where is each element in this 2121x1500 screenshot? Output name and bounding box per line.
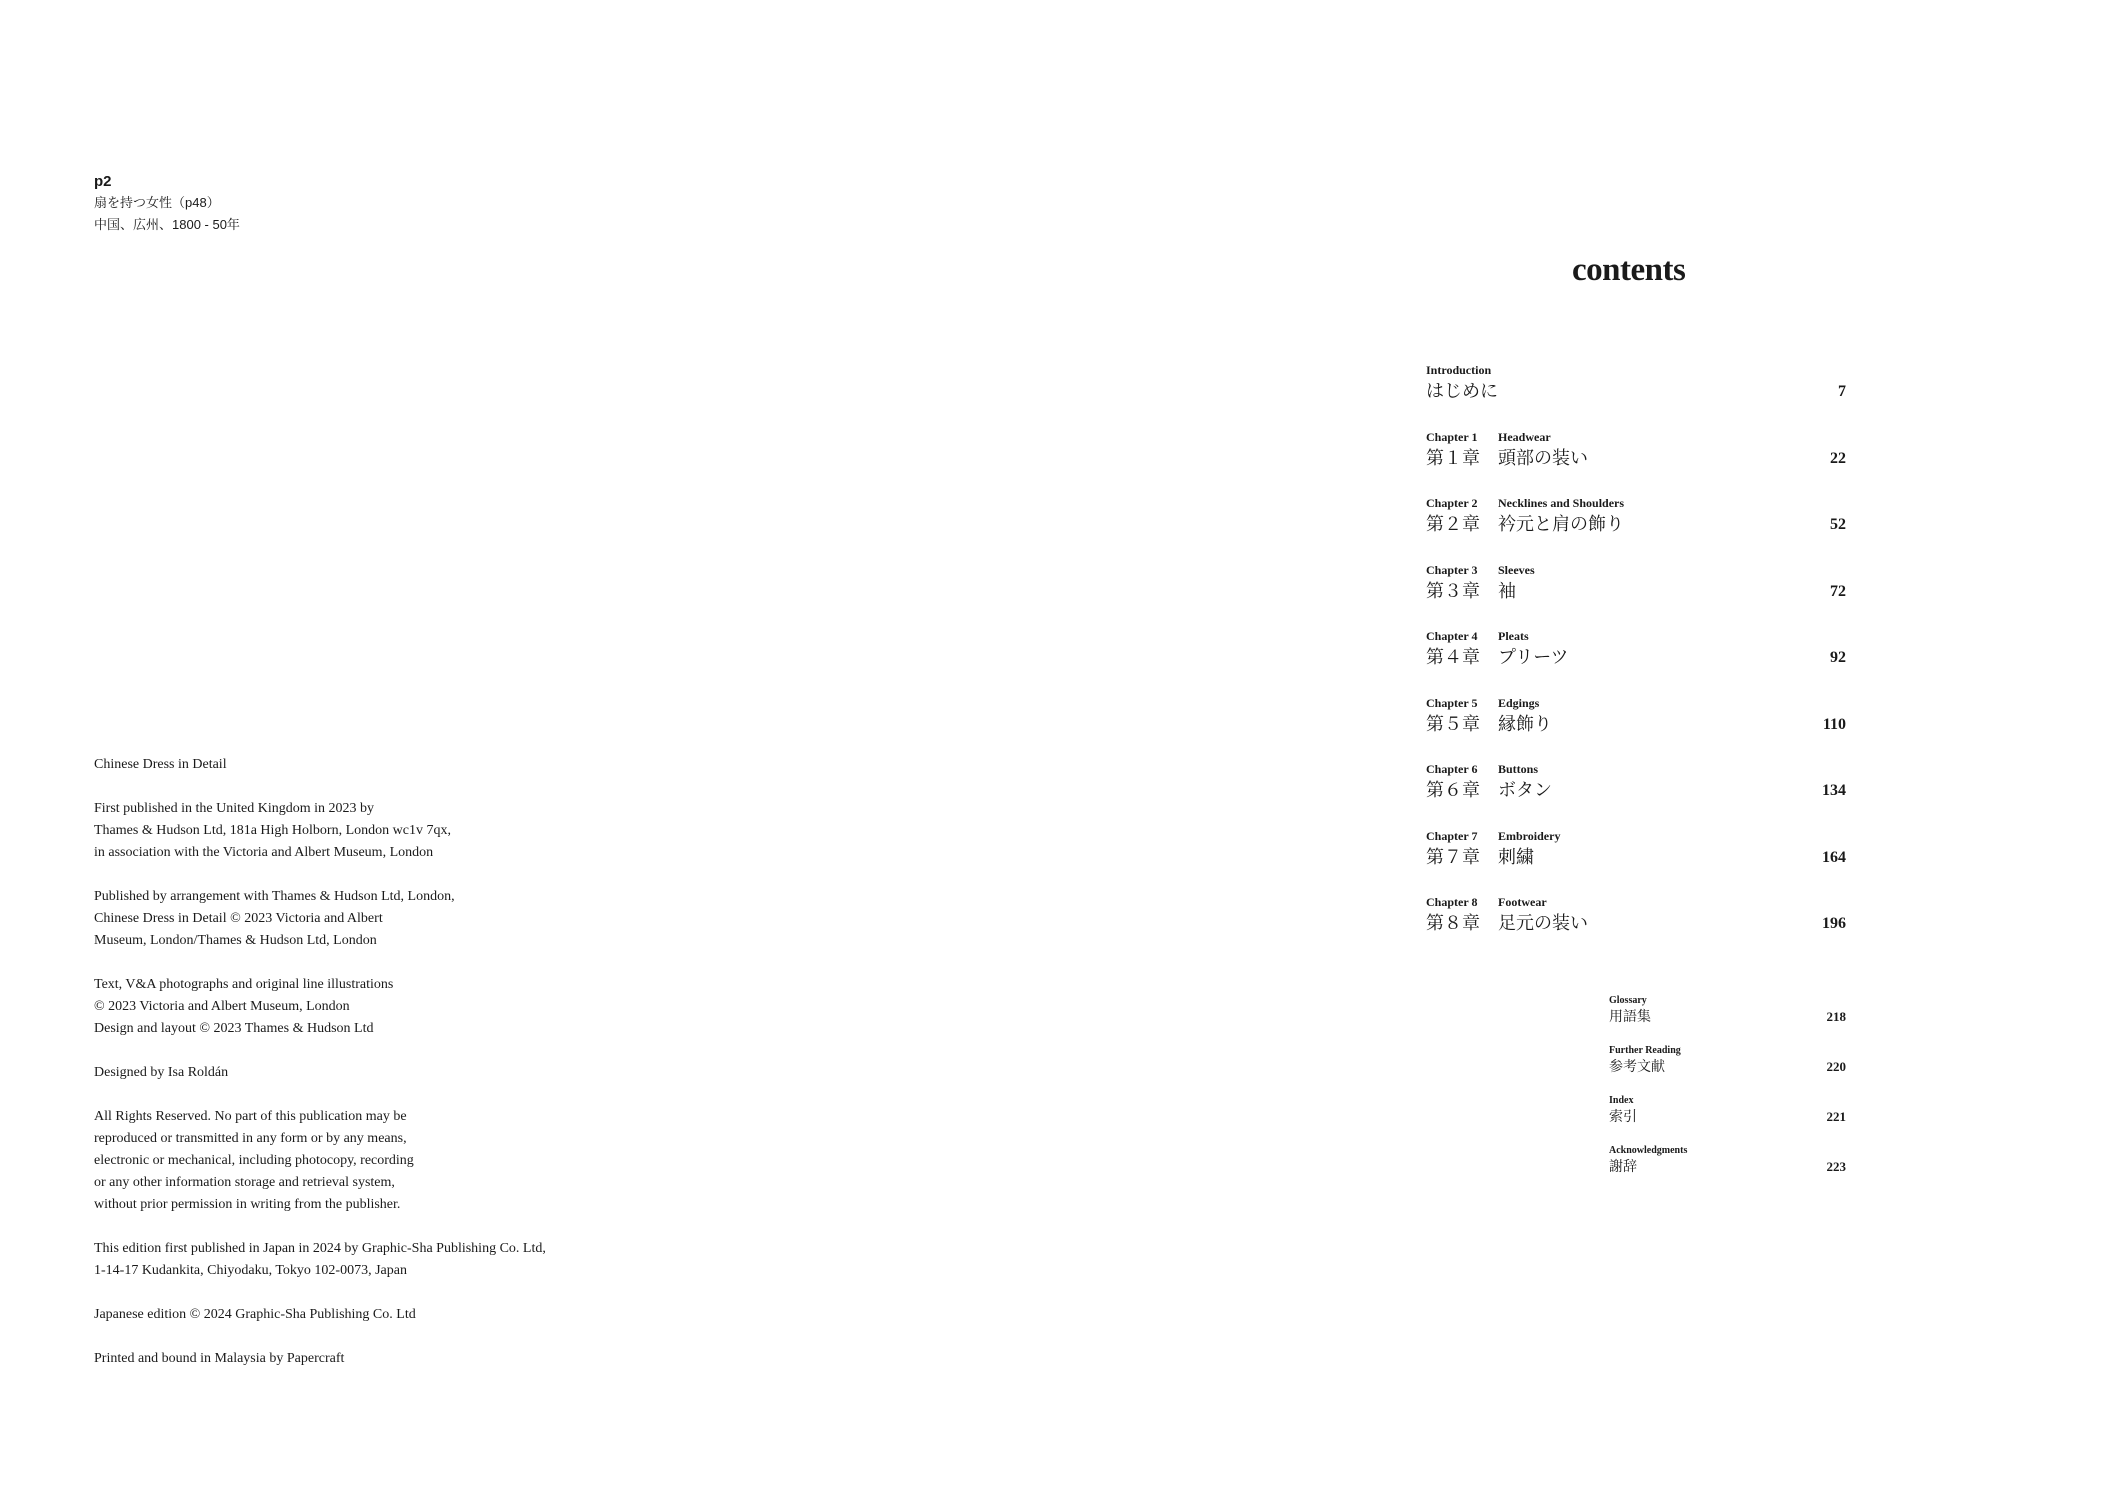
colophon-paragraph: [94, 1238, 654, 1282]
toc-page-number: 72: [1830, 582, 1846, 600]
colophon-line: electronic or mechanical, including photocopy, recording: [94, 1153, 414, 1168]
toc-chapter-number-jp: はじめに: [1426, 381, 1498, 401]
colophon-line: Published by arrangement with Thames & Hudson Ltd, London,: [94, 889, 455, 904]
colophon-line: Text, V&A photographs and original line illustrations: [94, 977, 394, 992]
toc-entry-japanese: [1426, 511, 1846, 537]
colophon-line: in association with the Victoria and Albert Museum, London: [94, 845, 434, 860]
toc-entry: [1426, 429, 1846, 496]
toc-backmatter-english: Further Reading: [1609, 1045, 1681, 1056]
toc-backmatter-japanese: 謝辞: [1609, 1160, 1637, 1175]
toc-chapter-number-jp: 第８章: [1426, 913, 1480, 933]
toc-chapter-number-jp: 第２章: [1426, 514, 1480, 534]
toc-entry-japanese: [1426, 445, 1846, 471]
toc-entry-japanese: [1426, 711, 1846, 737]
toc-chapter-title: Pleats: [1498, 629, 1529, 643]
colophon-line: Japanese edition © 2024 Graphic-Sha Publishing Co. Ltd: [94, 1307, 416, 1322]
toc-chapter-number-jp: 第１章: [1426, 447, 1480, 468]
toc-page-number: 220: [1826, 1059, 1846, 1074]
toc-entry: [1426, 828, 1846, 895]
toc-entry-english: [1426, 894, 1846, 910]
colophon-paragraph: [94, 754, 654, 776]
toc-page-number: 223: [1826, 1159, 1846, 1174]
toc-chapter-number: Introduction: [1426, 363, 1492, 377]
toc-entry-japanese: [1426, 578, 1846, 604]
toc-chapter-title-jp: 縁飾り: [1498, 713, 1552, 734]
toc-backmatter-entry: [1609, 994, 1846, 1044]
toc-entry-japanese: [1426, 644, 1846, 670]
toc-entry: [1426, 362, 1846, 429]
toc-chapter-number-jp: 第３章: [1426, 580, 1480, 601]
toc-chapter-title: Necklines and Shoulders: [1498, 496, 1625, 510]
toc-chapter-title-jp: 衿元と肩の飾り: [1498, 514, 1624, 534]
toc-entry-english: [1426, 828, 1846, 844]
toc-chapter-number-jp: 第４章: [1426, 647, 1480, 667]
toc-entry: [1426, 495, 1846, 562]
colophon-line: reproduced or transmitted in any form or by any means,: [94, 1131, 407, 1146]
colophon-line: Design and layout © 2023 Thames & Hudson Ltd: [94, 1021, 374, 1036]
colophon-line: First published in the United Kingdom in 2023 by: [94, 801, 374, 816]
caption-origin: 中国、広州、1800 - 50年: [94, 217, 240, 232]
toc-page-number: 164: [1822, 848, 1846, 866]
toc-entry-japanese: [1426, 777, 1846, 803]
toc-page-number: 52: [1830, 516, 1846, 533]
colophon: [94, 754, 654, 1392]
toc-chapter-number: Chapter 7: [1426, 828, 1478, 843]
toc-backmatter-english: Acknowledgments: [1609, 1145, 1688, 1156]
caption-page-ref: p2: [94, 173, 112, 190]
toc-chapter-number: Chapter 1: [1426, 429, 1478, 444]
toc-chapter-number-jp: 第５章: [1426, 713, 1480, 734]
toc-chapter-title: Edgings: [1498, 695, 1540, 710]
toc-page-number: 110: [1822, 715, 1846, 733]
toc-backmatter-english: Index: [1609, 1095, 1634, 1106]
colophon-line: Chinese Dress in Detail: [94, 757, 227, 772]
backmatter-list: [1609, 994, 1846, 1194]
toc-backmatter-entry: [1609, 1094, 1846, 1144]
toc-chapter-title-jp: 頭部の装い: [1498, 447, 1588, 468]
colophon-paragraph: [94, 798, 654, 864]
colophon-paragraph: [94, 1304, 654, 1326]
toc-page-number: 134: [1822, 782, 1846, 799]
toc-page-number: 7: [1838, 383, 1846, 400]
colophon-line: Chinese Dress in Detail © 2023 Victoria and Albert: [94, 911, 383, 926]
chapter-list: [1426, 362, 1846, 961]
toc-page-number: 218: [1826, 1009, 1846, 1024]
toc-entry-english: [1426, 562, 1846, 578]
toc-entry-japanese: [1426, 910, 1846, 936]
colophon-line: All Rights Reserved. No part of this publication may be: [94, 1109, 407, 1124]
colophon-line: Thames & Hudson Ltd, 181a High Holborn, London wc1v 7qx,: [94, 823, 451, 838]
toc-backmatter-english: Glossary: [1609, 995, 1647, 1006]
toc-entry-english: [1426, 628, 1846, 644]
toc-chapter-number: Chapter 8: [1426, 895, 1478, 909]
toc-chapter-number-jp: 第６章: [1426, 780, 1480, 800]
colophon-paragraph: [94, 1062, 654, 1084]
toc-chapter-title: Headwear: [1498, 429, 1551, 444]
toc-entry: [1426, 695, 1846, 762]
toc-chapter-title-jp: 足元の装い: [1498, 913, 1588, 933]
toc-page-number: 22: [1830, 449, 1846, 467]
toc-backmatter-japanese: 参考文献: [1609, 1060, 1665, 1075]
toc-entry-english: [1426, 695, 1846, 711]
toc-entry-english: [1426, 761, 1846, 777]
toc-page-number: 221: [1826, 1109, 1846, 1124]
toc-entry: [1426, 562, 1846, 629]
toc-chapter-title-jp: 袖: [1498, 580, 1516, 601]
caption-title: 扇を持つ女性（p48）: [94, 195, 220, 210]
toc-chapter-title-jp: 刺繍: [1498, 846, 1534, 867]
toc-entry-english: [1426, 429, 1846, 445]
toc-chapter-number: Chapter 4: [1426, 629, 1478, 643]
colophon-line: Museum, London/Thames & Hudson Ltd, London: [94, 933, 377, 948]
toc-chapter-title: Buttons: [1498, 762, 1539, 776]
toc-chapter-title: Sleeves: [1498, 562, 1535, 577]
toc-entry-english: [1426, 495, 1846, 511]
toc-chapter-title-jp: ボタン: [1498, 780, 1552, 800]
figure-caption: [94, 172, 240, 236]
colophon-line: Printed and bound in Malaysia by Papercraft: [94, 1351, 345, 1366]
colophon-line: without prior permission in writing from the publisher.: [94, 1197, 401, 1212]
colophon-paragraph: [94, 974, 654, 1040]
colophon-paragraph: [94, 1348, 654, 1370]
colophon-line: or any other information storage and retrieval system,: [94, 1175, 395, 1190]
toc-backmatter-entry: [1609, 1144, 1846, 1194]
toc-chapter-title-jp: プリーツ: [1498, 647, 1569, 667]
toc-entry: [1426, 894, 1846, 961]
toc-entry-japanese: [1426, 844, 1846, 870]
colophon-paragraph: [94, 886, 654, 952]
toc-page-number: 196: [1822, 915, 1846, 932]
toc-chapter-number: Chapter 3: [1426, 562, 1478, 577]
colophon-line: 1-14-17 Kudankita, Chiyodaku, Tokyo 102-0073, Japan: [94, 1263, 407, 1278]
toc-chapter-title: Footwear: [1498, 895, 1547, 909]
toc-chapter-number: Chapter 6: [1426, 762, 1478, 776]
colophon-line: © 2023 Victoria and Albert Museum, London: [94, 999, 350, 1014]
toc-entry: [1426, 628, 1846, 695]
colophon-line: This edition first published in Japan in 2024 by Graphic-Sha Publishing Co. Ltd,: [94, 1241, 546, 1256]
toc-backmatter-entry: [1609, 1044, 1846, 1094]
toc-backmatter-japanese: 用語集: [1609, 1010, 1651, 1025]
toc-page-number: 92: [1830, 649, 1846, 666]
toc-chapter-title: Embroidery: [1498, 828, 1561, 843]
toc-chapter-number-jp: 第７章: [1426, 846, 1480, 867]
toc-backmatter-japanese: 索引: [1609, 1110, 1637, 1125]
colophon-line: Designed by Isa Roldán: [94, 1065, 229, 1080]
toc-chapter-number: Chapter 2: [1426, 496, 1478, 510]
colophon-paragraph: [94, 1106, 654, 1216]
toc-chapter-number: Chapter 5: [1426, 695, 1478, 710]
toc-entry-japanese: [1426, 378, 1846, 404]
contents-title: contents: [1572, 252, 1686, 288]
toc-entry-english: [1426, 362, 1846, 378]
toc-entry: [1426, 761, 1846, 828]
